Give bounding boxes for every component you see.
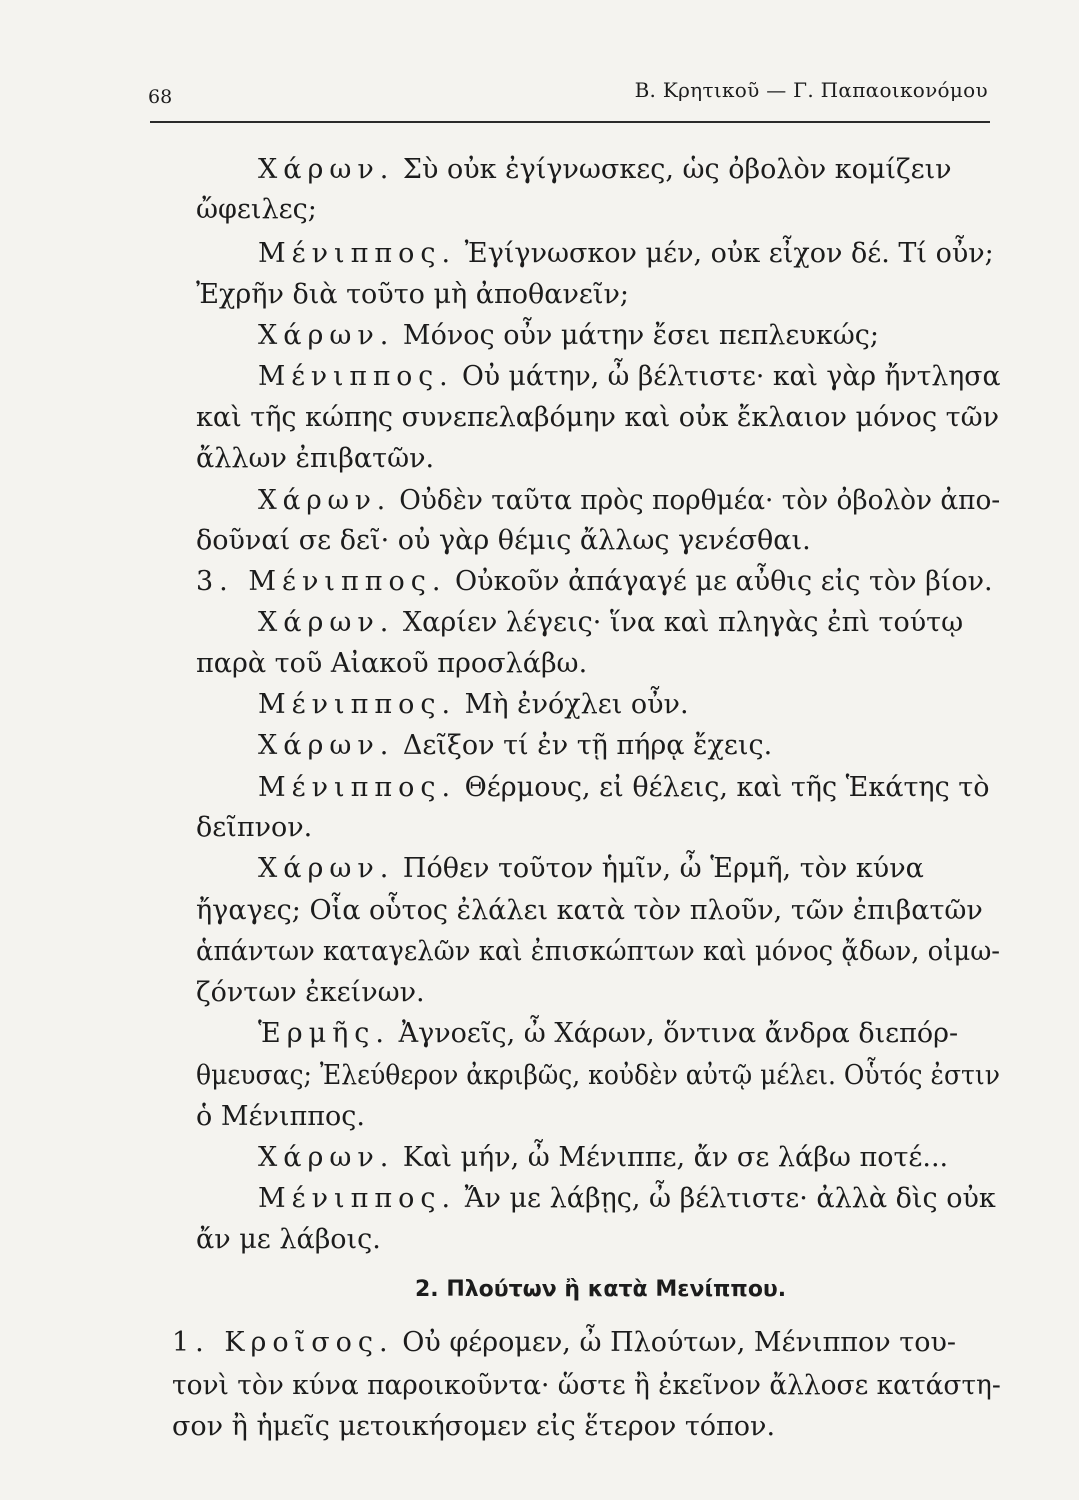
text-line (196, 401, 999, 435)
line-text: Μόνος οὖν μάτην ἔσει πεπλευκώς; (394, 320, 879, 351)
text-line (258, 153, 952, 187)
text-line (258, 237, 994, 271)
line-text: ὁ Μένιππος. (196, 1101, 365, 1132)
line-text: Ἐχρῆν διὰ τοῦτο μὴ ἀποθανεῖν; (196, 279, 630, 310)
text-line (258, 360, 1000, 394)
speaker-name: Μένιππος. (258, 772, 457, 803)
line-text: Θέρμους, εἰ θέλεις, καὶ τῆς Ἑκάτης τὸ (456, 772, 990, 803)
line-text: Ἄν με λάβῃς, ὦ βέλτιστε· ἀλλὰ δὶς οὐκ (456, 1183, 996, 1214)
speaker-name: Μένιππος. (258, 689, 457, 720)
line-text: τονὶ τὸν κύνα παροικοῦντα· ὥστε ἢ ἐκεῖνον ἄλλοσε κατάστη- (172, 1370, 1001, 1401)
speaker-name: 1. Κροῖσος. (172, 1327, 394, 1358)
text-line (258, 319, 879, 353)
text-line (196, 1223, 381, 1257)
speaker-name: Χάρων. (258, 154, 395, 185)
text-line (196, 811, 312, 845)
text-line (258, 606, 963, 640)
speaker-name: Χάρων. (258, 853, 395, 884)
line-text: Ἀγνοεῖς, ὦ Χάρων, ὅντινα ἄνδρα διεπόρ- (390, 1018, 959, 1049)
line-text: σον ἢ ἡμεῖς μετοικήσομεν εἰς ἕτερον τόπον. (172, 1411, 776, 1442)
speaker-name: 3. Μένιππος. (196, 566, 447, 597)
page-number: 68 (148, 86, 173, 108)
line-text: Οὐδὲν ταῦτα πρὸς πορθμέα· τὸν ὀβολὸν ἀπο- (390, 485, 1001, 516)
text-line (258, 852, 924, 886)
text-line (196, 647, 587, 681)
line-text: καὶ τῆς κώπης συνεπελαβόμην καὶ οὐκ ἔκλαιον μόνος τῶν (196, 402, 1000, 433)
line-text: Δεῖξον τί ἐν τῇ πήρᾳ ἔχεις. (394, 730, 773, 761)
line-text: Οὐ φέρομεν, ὦ Πλούτων, Μένιππον του- (393, 1327, 957, 1358)
line-text: ἤγαγες; Οἷα οὗτος ἐλάλει κατὰ τὸν πλοῦν, τῶν ἐπιβατῶν (196, 895, 983, 926)
text-line (258, 688, 689, 722)
text-line (196, 565, 993, 599)
line-text: ὤφειλες; (196, 194, 317, 225)
speaker-name: Μένιππος. (258, 361, 454, 392)
text-line (172, 1410, 775, 1444)
text-line (196, 935, 1000, 969)
line-text: Σὺ οὐκ ἐγίγνωσκες, ὡς ὀβολὸν κομίζειν (394, 154, 952, 185)
speaker-name: Χάρων. (258, 1142, 395, 1173)
page-header (148, 76, 988, 116)
line-text: ἁπάντων καταγελῶν καὶ ἐπισκώπτων καὶ μόνος ᾄδων, οἰμω- (196, 936, 1001, 967)
speaker-name: Χάρων. (258, 730, 395, 761)
line-text: Πόθεν τοῦτον ἡμῖν, ὦ Ἑρμῆ, τὸν κύνα (394, 853, 924, 884)
line-text: θμευσας; Ἐλεύθερον ἀκριβῶς, κοὐδὲν αὐτῷ μέλει. Οὗτός ἐστιν (196, 1060, 1000, 1091)
speaker-name: Χάρων. (258, 607, 395, 638)
text-line (196, 524, 811, 558)
line-text: ἄν με λάβοις. (196, 1224, 381, 1255)
text-line (172, 1326, 956, 1360)
text-line (258, 771, 989, 805)
line-text: Χαρίεν λέγεις· ἵνα καὶ πληγὰς ἐπὶ τούτῳ (394, 607, 964, 638)
text-line (196, 442, 434, 476)
speaker-name: Μένιππος. (258, 1183, 457, 1214)
text-line (258, 729, 772, 763)
text-line (196, 193, 317, 227)
text-line (172, 1369, 1001, 1403)
speaker-name: Μένιππος. (258, 238, 457, 269)
line-text: ζόντων ἐκείνων. (196, 977, 425, 1008)
line-text: παρὰ τοῦ Αἰακοῦ προσλάβω. (196, 648, 588, 679)
speaker-name: Χάρων. (258, 320, 395, 351)
line-text: Οὐκοῦν ἀπάγαγέ με αὖθις εἰς τὸν βίον. (446, 566, 993, 597)
line-text: ἄλλων ἐπιβατῶν. (196, 443, 435, 474)
line-text: δεῖπνον. (196, 812, 313, 843)
text-line (258, 1182, 996, 1216)
line-text: Καὶ μήν, ὦ Μένιππε, ἄν σε λάβω ποτέ... (394, 1142, 949, 1173)
text-line (196, 894, 983, 928)
text-line (258, 1141, 948, 1175)
text-line (196, 1059, 1000, 1093)
text-line (196, 278, 629, 312)
line-text: Ἐγίγνωσκον μέν, οὐκ εἶχον δέ. Τί οὖν; (456, 238, 994, 269)
text-line (196, 1100, 365, 1134)
header-rule (150, 121, 990, 123)
line-text: δοῦναί σε δεῖ· οὐ γὰρ θέμις ἄλλως γενέσθαι. (196, 525, 811, 556)
text-line (196, 976, 425, 1010)
line-text: Οὐ μάτην, ὦ βέλτιστε· καὶ γὰρ ἤντλησα (453, 361, 1001, 392)
speaker-name: Χάρων. (258, 485, 391, 516)
line-text: Μὴ ἐνόχλει οὖν. (456, 689, 689, 720)
running-head: Β. Κρητικοῦ — Γ. Παπαοικονόμου (634, 78, 988, 102)
text-line (258, 484, 1000, 518)
speaker-name: Ἑρμῆς. (258, 1018, 391, 1049)
text-line (258, 1017, 958, 1051)
section-title: 2. Πλούτων ἢ κατὰ Μενίππου. (415, 1277, 787, 1302)
